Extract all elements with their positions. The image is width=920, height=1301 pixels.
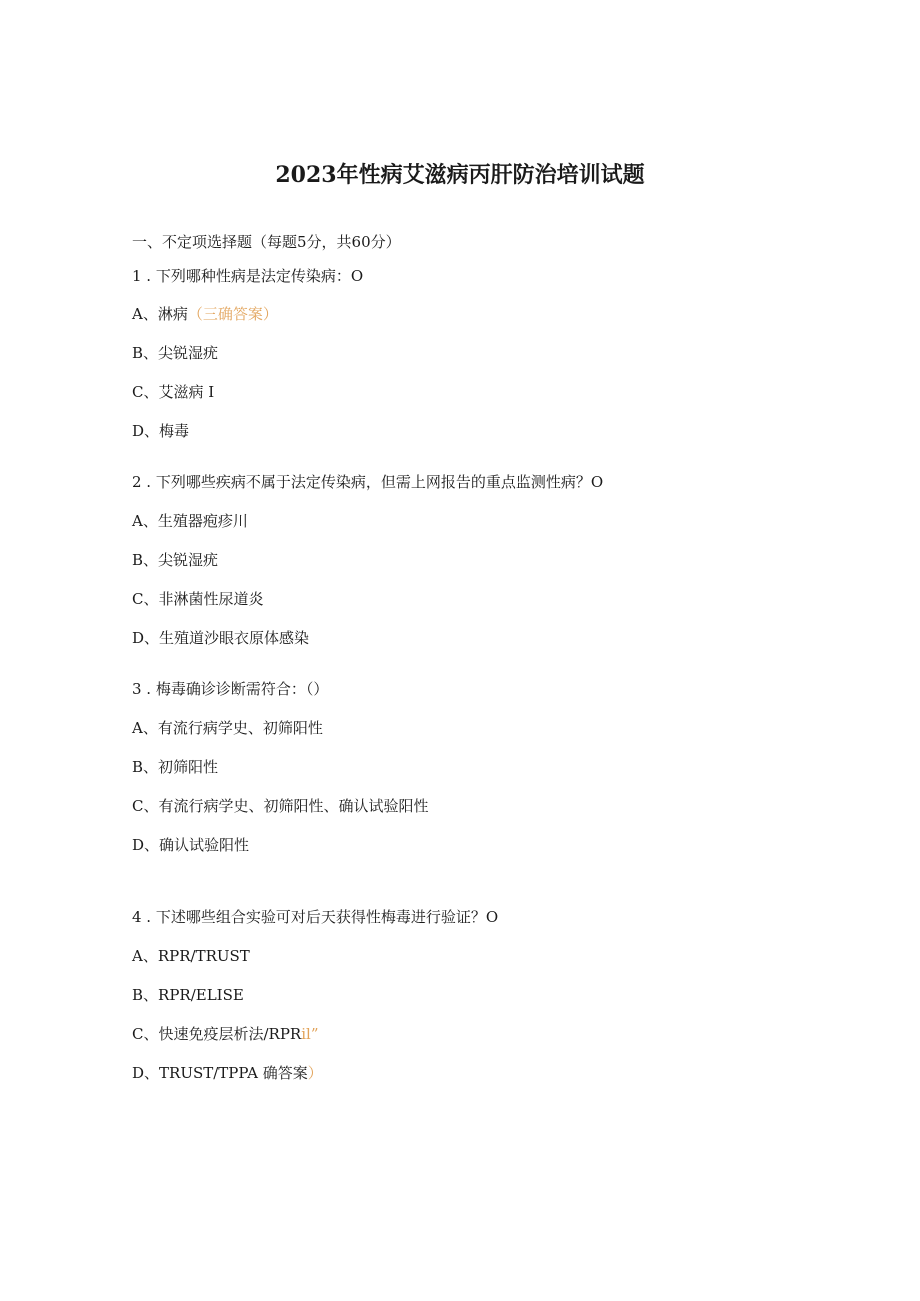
question-2-option-c: C、非淋菌性尿道炎	[132, 590, 264, 608]
question-1-option-d: D、梅毒	[132, 422, 190, 440]
question-1-option-a	[132, 304, 278, 324]
option-text: A、淋病	[132, 305, 188, 323]
question-4-option-a: A、RPR/TRUST	[132, 947, 250, 965]
question-2-option-d: D、生殖道沙眼衣原体感染	[132, 629, 310, 647]
answer-mark: ）	[307, 1064, 323, 1082]
question-3-option-a: A、有流行病学史、初筛阳性	[132, 719, 323, 737]
option-text: D、TRUST/TPPA 确答案	[132, 1064, 308, 1082]
question-2-stem: 2 . 下列哪些疾病不属于法定传染病，但需上网报告的重点监测性病？O	[132, 473, 604, 491]
question-4-option-c	[132, 1024, 318, 1044]
answer-mark: il”	[301, 1025, 319, 1043]
question-1-option-c: C、艾滋病 I	[132, 383, 215, 401]
question-3-option-c: C、有流行病学史、初筛阳性、确认试验阳性	[132, 797, 429, 815]
question-4-stem: 4 . 下述哪些组合实验可对后天获得性梅毒进行验证？O	[132, 908, 499, 926]
question-1-option-b: B、尖锐湿疣	[132, 344, 219, 362]
question-1-stem: 1 . 下列哪种性病是法定传染病：O	[132, 267, 364, 285]
question-4-option-d	[132, 1063, 323, 1083]
page-title: 2023年性病艾滋病丙肝防治培训试题	[275, 162, 645, 188]
question-3-option-d: D、确认试验阳性	[132, 836, 250, 854]
question-2-option-b: B、尖锐湿疣	[132, 551, 219, 569]
question-3-option-b: B、初筛阳性	[132, 758, 219, 776]
section-heading: 一、不定项选择题（每题5分，共60分）	[132, 233, 401, 251]
question-3-stem: 3 . 梅毒确诊诊断需符合：（）	[132, 680, 329, 698]
question-4-option-b: B、RPR/ELISE	[132, 986, 244, 1004]
answer-mark: （三确答案）	[187, 305, 278, 323]
question-2-option-a: A、生殖器疱疹川	[132, 512, 248, 530]
option-text: C、快速免疫层析法/RPR	[132, 1025, 302, 1043]
